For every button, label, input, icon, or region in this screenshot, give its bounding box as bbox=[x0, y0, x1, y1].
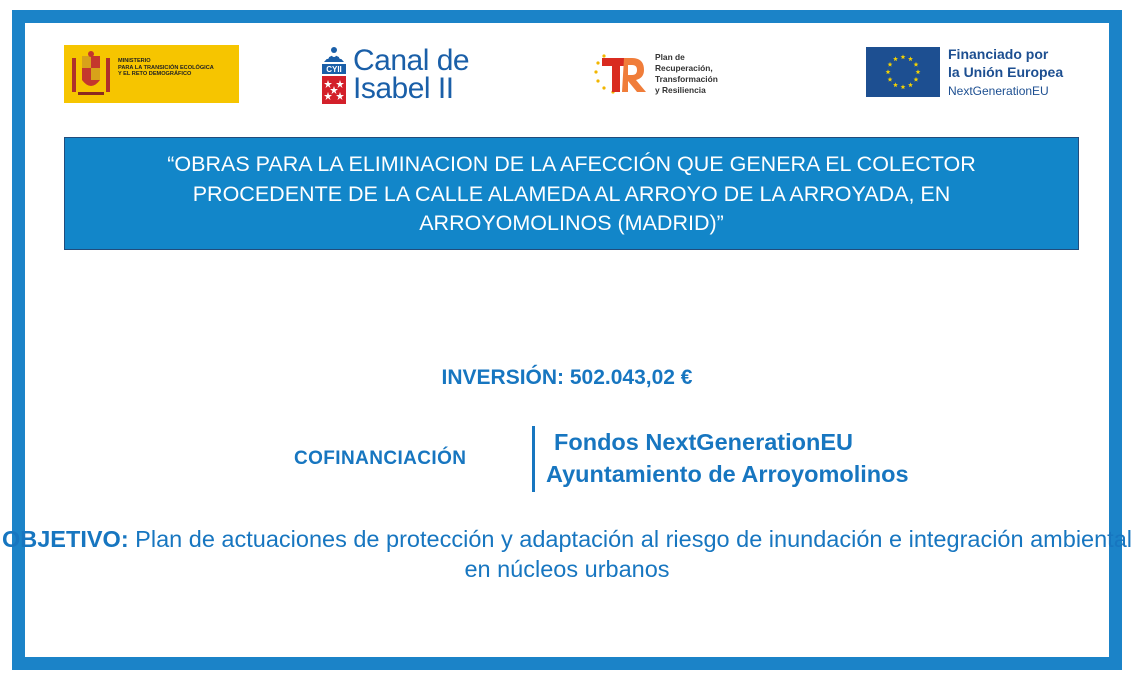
project-title: “OBRAS PARA LA ELIMINACION DE LA AFECCIÓN QUE GENERA EL COLECTOR PROCEDENTE DE LA CALLE ALAMEDA AL ARROYO DE LA ARROYADA, EN ARROYOMOLINOS (MADRID)” bbox=[167, 152, 976, 235]
canal-name-line2: Isabel II bbox=[353, 72, 454, 105]
investment-amount: INVERSIÓN: 502.043,02 € bbox=[441, 366, 693, 389]
cofinancing-item-ayuntamiento: Ayuntamiento de Arroyomolinos bbox=[546, 461, 909, 487]
eu-flag-icon bbox=[866, 47, 940, 97]
objective-label: OBJETIVO: bbox=[1, 526, 129, 552]
canal-crown-icon bbox=[320, 45, 348, 105]
project-title-box bbox=[64, 137, 1079, 250]
canal-mark-text: CYII bbox=[326, 65, 342, 74]
plan-tr-icon bbox=[592, 48, 648, 98]
cofinancing-divider bbox=[532, 426, 535, 492]
ministerio-logo bbox=[64, 45, 239, 103]
plan-recuperacion-logo bbox=[592, 48, 742, 100]
eu-line2: la Unión Europea bbox=[948, 64, 1064, 80]
ministerio-text: MINISTERIO PARA LA TRANSICIÓN ECOLÓGICA Y EL RETO DEMOGRÁFICO bbox=[118, 58, 214, 78]
eu-line1: Financiado por bbox=[948, 46, 1049, 62]
cofinancing-label: COFINANCIACIÓN bbox=[294, 448, 467, 469]
plan-text: Plan de Recuperación, Transformación y Resiliencia bbox=[655, 52, 718, 95]
spain-coat-of-arms-icon bbox=[70, 50, 112, 98]
cofinancing-item-nextgen: Fondos NextGenerationEU bbox=[554, 429, 854, 455]
canal-name-line1: Canal de bbox=[353, 44, 470, 77]
eu-funding-logo bbox=[866, 45, 1086, 101]
canal-isabel-logo bbox=[320, 45, 480, 105]
objective-paragraph bbox=[0, 524, 1134, 584]
eu-line3: NextGenerationEU bbox=[948, 84, 1049, 98]
objective-text: Plan de actuaciones de protección y adaptación al riesgo de inundación e integración ambiental en núcleos urbanos bbox=[128, 526, 1132, 582]
